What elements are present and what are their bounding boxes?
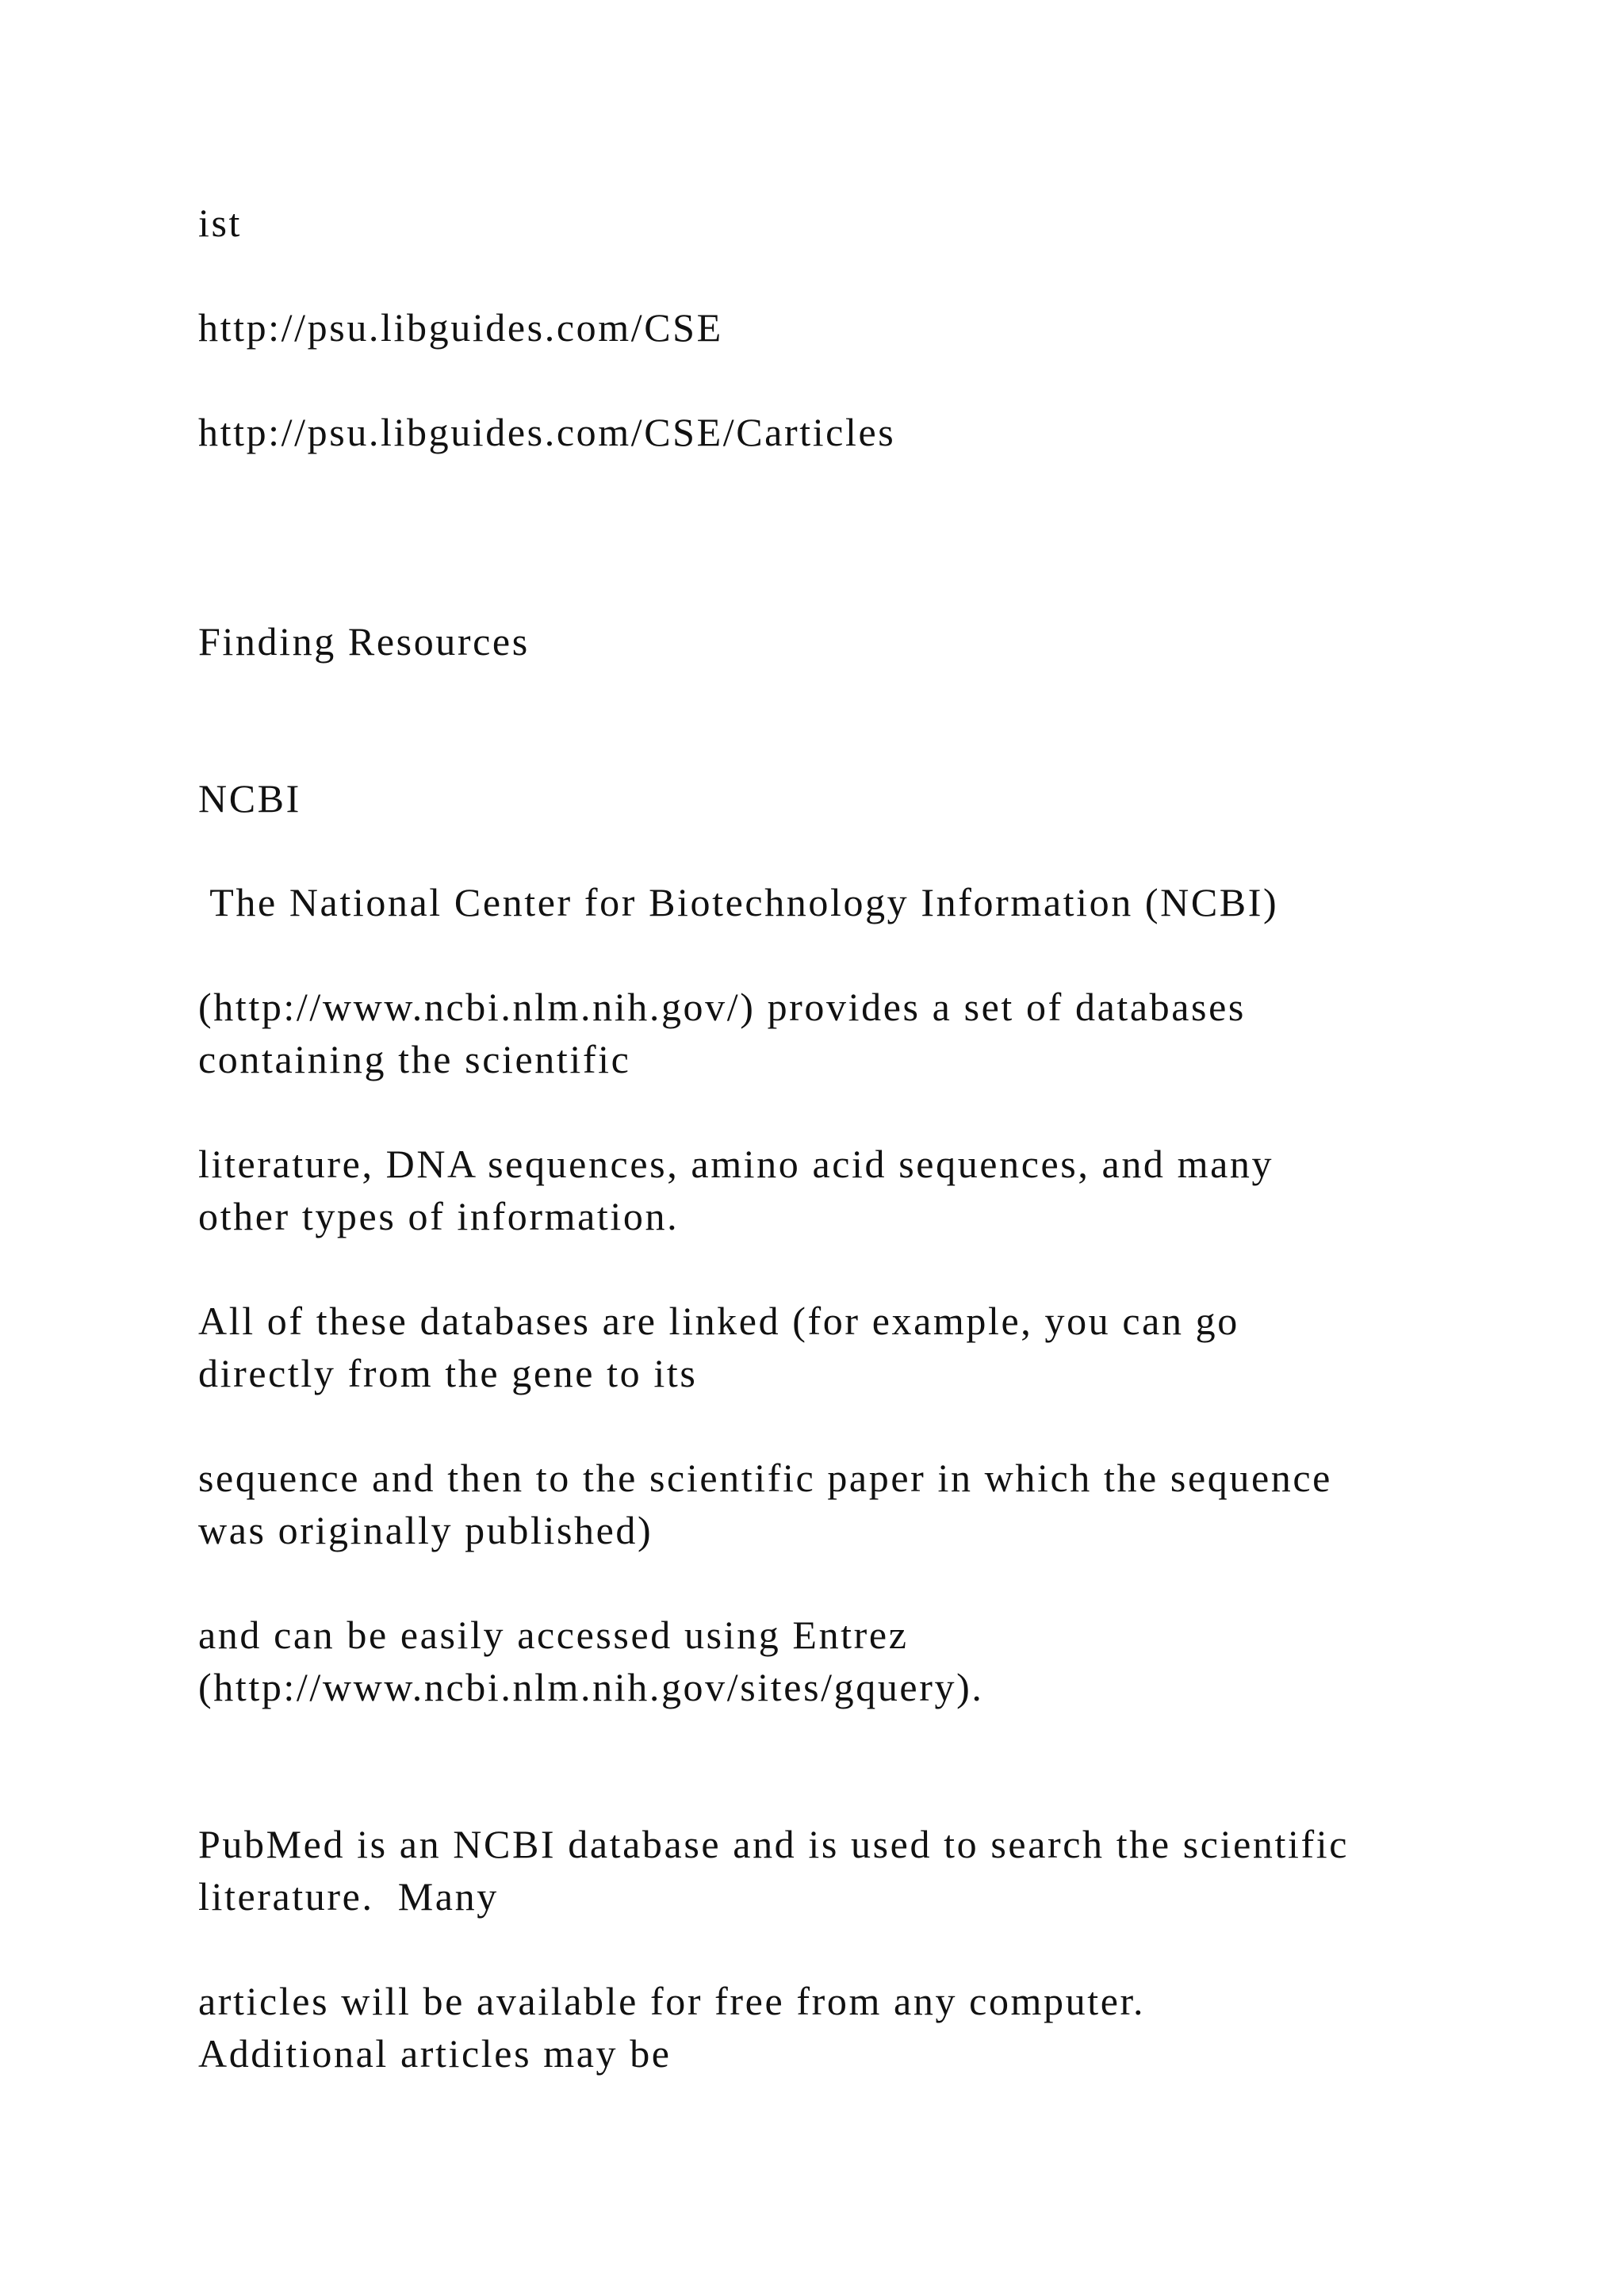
text-line: (http://www.ncbi.nlm.nih.gov/) provides a set of databases xyxy=(198,985,1246,1029)
text-line: and can be easily accessed using Entrez xyxy=(198,1613,909,1657)
text-line: (http://www.ncbi.nlm.nih.gov/sites/gquery). xyxy=(198,1665,984,1709)
text-line: directly from the gene to its xyxy=(198,1351,698,1395)
text-line: literature, DNA sequences, amino acid sequences, and many xyxy=(198,1142,1274,1186)
text-line: other types of information. xyxy=(198,1194,680,1238)
section-heading-finding-resources: Finding Resources xyxy=(198,619,530,664)
text-line: containing the scientific xyxy=(198,1037,631,1081)
text-line: was originally published) xyxy=(198,1508,653,1552)
text-line: The National Center for Biotechnology Information (NCBI) xyxy=(198,880,1279,924)
text-line: PubMed is an NCBI database and is used to search the scientific xyxy=(198,1822,1349,1866)
text-line: All of these databases are linked (for example, you can go xyxy=(198,1299,1239,1343)
text-line: articles will be available for free from any computer. xyxy=(198,1979,1146,2023)
text-line: literature. Many xyxy=(198,1874,499,1919)
text-line: Additional articles may be xyxy=(198,2031,672,2076)
text-line: sequence and then to the scientific paper in which the sequence xyxy=(198,1456,1332,1500)
text-line-fragment: ist xyxy=(198,201,243,245)
link-libguides-carticles: http://psu.libguides.com/CSE/Carticles xyxy=(198,410,896,454)
link-libguides-cse: http://psu.libguides.com/CSE xyxy=(198,305,723,350)
subheading-ncbi: NCBI xyxy=(198,776,301,821)
